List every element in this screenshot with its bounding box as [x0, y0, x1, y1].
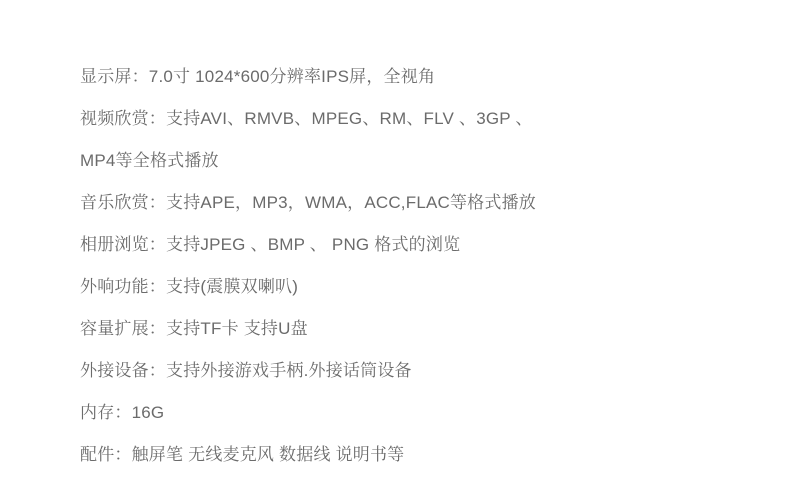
spec-line-video: 视频欣赏：支持AVI、RMVB、MPEG、RM、FLV 、3GP 、 — [80, 109, 533, 128]
spec-line-music: 音乐欣赏：支持APE，MP3，WMA，ACC,FLAC等格式播放 — [80, 193, 536, 212]
spec-line-video-continued: MP4等全格式播放 — [80, 151, 219, 170]
spec-line-speaker: 外响功能：支持(震膜双喇叭) — [80, 277, 299, 296]
spec-line-memory: 内存：16G — [80, 403, 165, 422]
spec-line-storage-expansion: 容量扩展：支持TF卡 支持U盘 — [80, 319, 308, 338]
spec-line-photo: 相册浏览：支持JPEG 、BMP 、 PNG 格式的浏览 — [80, 235, 461, 254]
spec-line-external-devices: 外接设备：支持外接游戏手柄.外接话筒设备 — [80, 361, 412, 380]
spec-line-accessories: 配件：触屏笔 无线麦克风 数据线 说明书等 — [80, 445, 405, 464]
spec-line-display: 显示屏：7.0寸 1024*600分辨率IPS屏，全视角 — [80, 67, 436, 86]
